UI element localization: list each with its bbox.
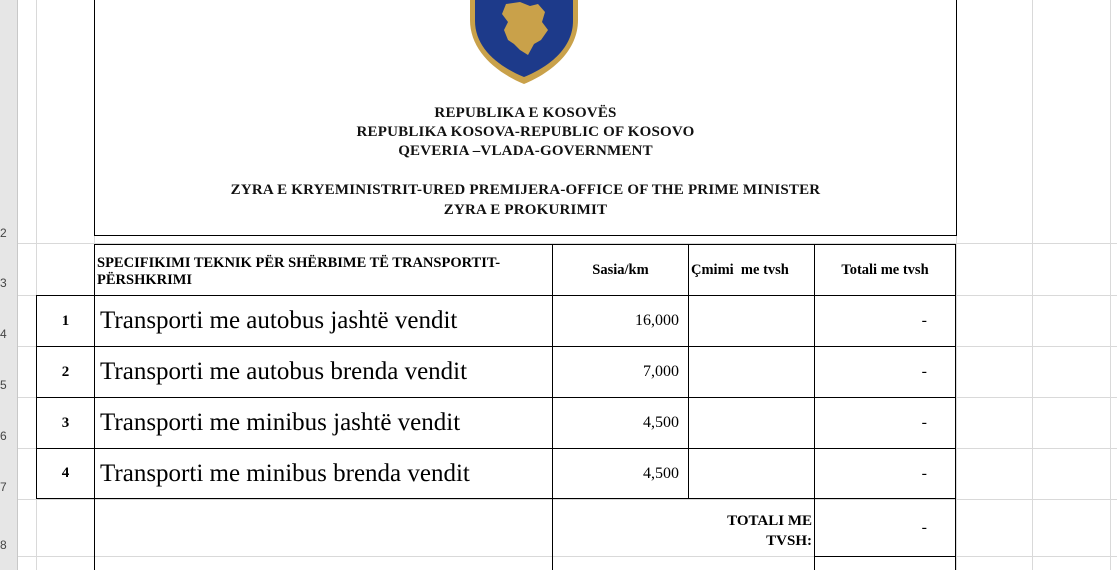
grand-total-value[interactable]: - xyxy=(921,518,927,536)
table-row-3-description[interactable]: Transporti me minibus jashtë vendit xyxy=(100,409,461,436)
letterhead-line-3: QEVERIA –VLADA-GOVERNMENT xyxy=(398,143,653,159)
table-row-1-total[interactable]: - xyxy=(921,312,927,329)
grand-total-label-line-1: TOTALI ME xyxy=(727,513,812,529)
table-row-1-number[interactable]: 1 xyxy=(61,312,70,329)
header-specification[interactable]: SPECIFIKIMI TEKNIK PËR SHËRBIME TË TRANSPORTIT-PËRSHKRIMI xyxy=(97,255,501,288)
letterhead-line-1: REPUBLIKA E KOSOVËS xyxy=(434,105,617,121)
table-row-4-price[interactable] xyxy=(689,449,814,498)
table-row-3-quantity[interactable]: 4,500 xyxy=(643,414,679,431)
letterhead-line-4: ZYRA E KRYEMINISTRIT-URED PREMIJERA-OFFICE OF THE PRIME MINISTER xyxy=(230,182,821,198)
table-row-3-total[interactable]: - xyxy=(921,414,927,431)
row-number-5[interactable]: 5 xyxy=(0,378,7,392)
table-row-3-number[interactable]: 3 xyxy=(61,414,70,431)
row-number-2[interactable]: 2 xyxy=(0,226,7,240)
table-row-2-number[interactable]: 2 xyxy=(61,363,70,380)
grand-total-label[interactable] xyxy=(690,511,812,551)
table-row-2-total[interactable]: - xyxy=(921,363,927,380)
row-number-8[interactable]: 8 xyxy=(0,538,7,552)
table-row-3-price[interactable] xyxy=(689,398,814,448)
letterhead-line-2: REPUBLIKA KOSOVA-REPUBLIC OF KOSOVO xyxy=(356,124,695,140)
table-row-1-quantity[interactable]: 16,000 xyxy=(635,312,679,329)
table-row-2-price[interactable] xyxy=(689,347,814,397)
table-row-4-description[interactable]: Transporti me minibus brenda vendit xyxy=(100,459,470,487)
header-price[interactable]: Çmimi me tvsh xyxy=(691,261,789,278)
row-number-4[interactable]: 4 xyxy=(0,327,7,341)
letterhead xyxy=(95,104,956,224)
table-row-2-quantity[interactable]: 7,000 xyxy=(643,363,679,380)
row-number-6[interactable]: 6 xyxy=(0,429,7,443)
kosovo-emblem-icon xyxy=(468,0,580,86)
table-row-4-total[interactable]: - xyxy=(921,464,927,482)
header-quantity[interactable]: Sasia/km xyxy=(592,261,649,278)
table-row-4-number[interactable]: 4 xyxy=(61,465,70,481)
grand-total-label-line-2: TVSH: xyxy=(766,533,812,549)
table-row-1-price[interactable] xyxy=(689,296,814,346)
row-number-7[interactable]: 7 xyxy=(0,480,7,494)
letterhead-line-5: ZYRA E PROKURIMIT xyxy=(443,202,608,218)
header-total[interactable]: Totali me tvsh xyxy=(841,261,929,278)
row-number-3[interactable]: 3 xyxy=(0,276,7,290)
table-row-4-quantity[interactable]: 4,500 xyxy=(643,464,679,482)
table-row-2-description[interactable]: Transporti me autobus brenda vendit xyxy=(100,358,468,385)
table-row-1-description[interactable]: Transporti me autobus jashtë vendit xyxy=(100,307,458,334)
